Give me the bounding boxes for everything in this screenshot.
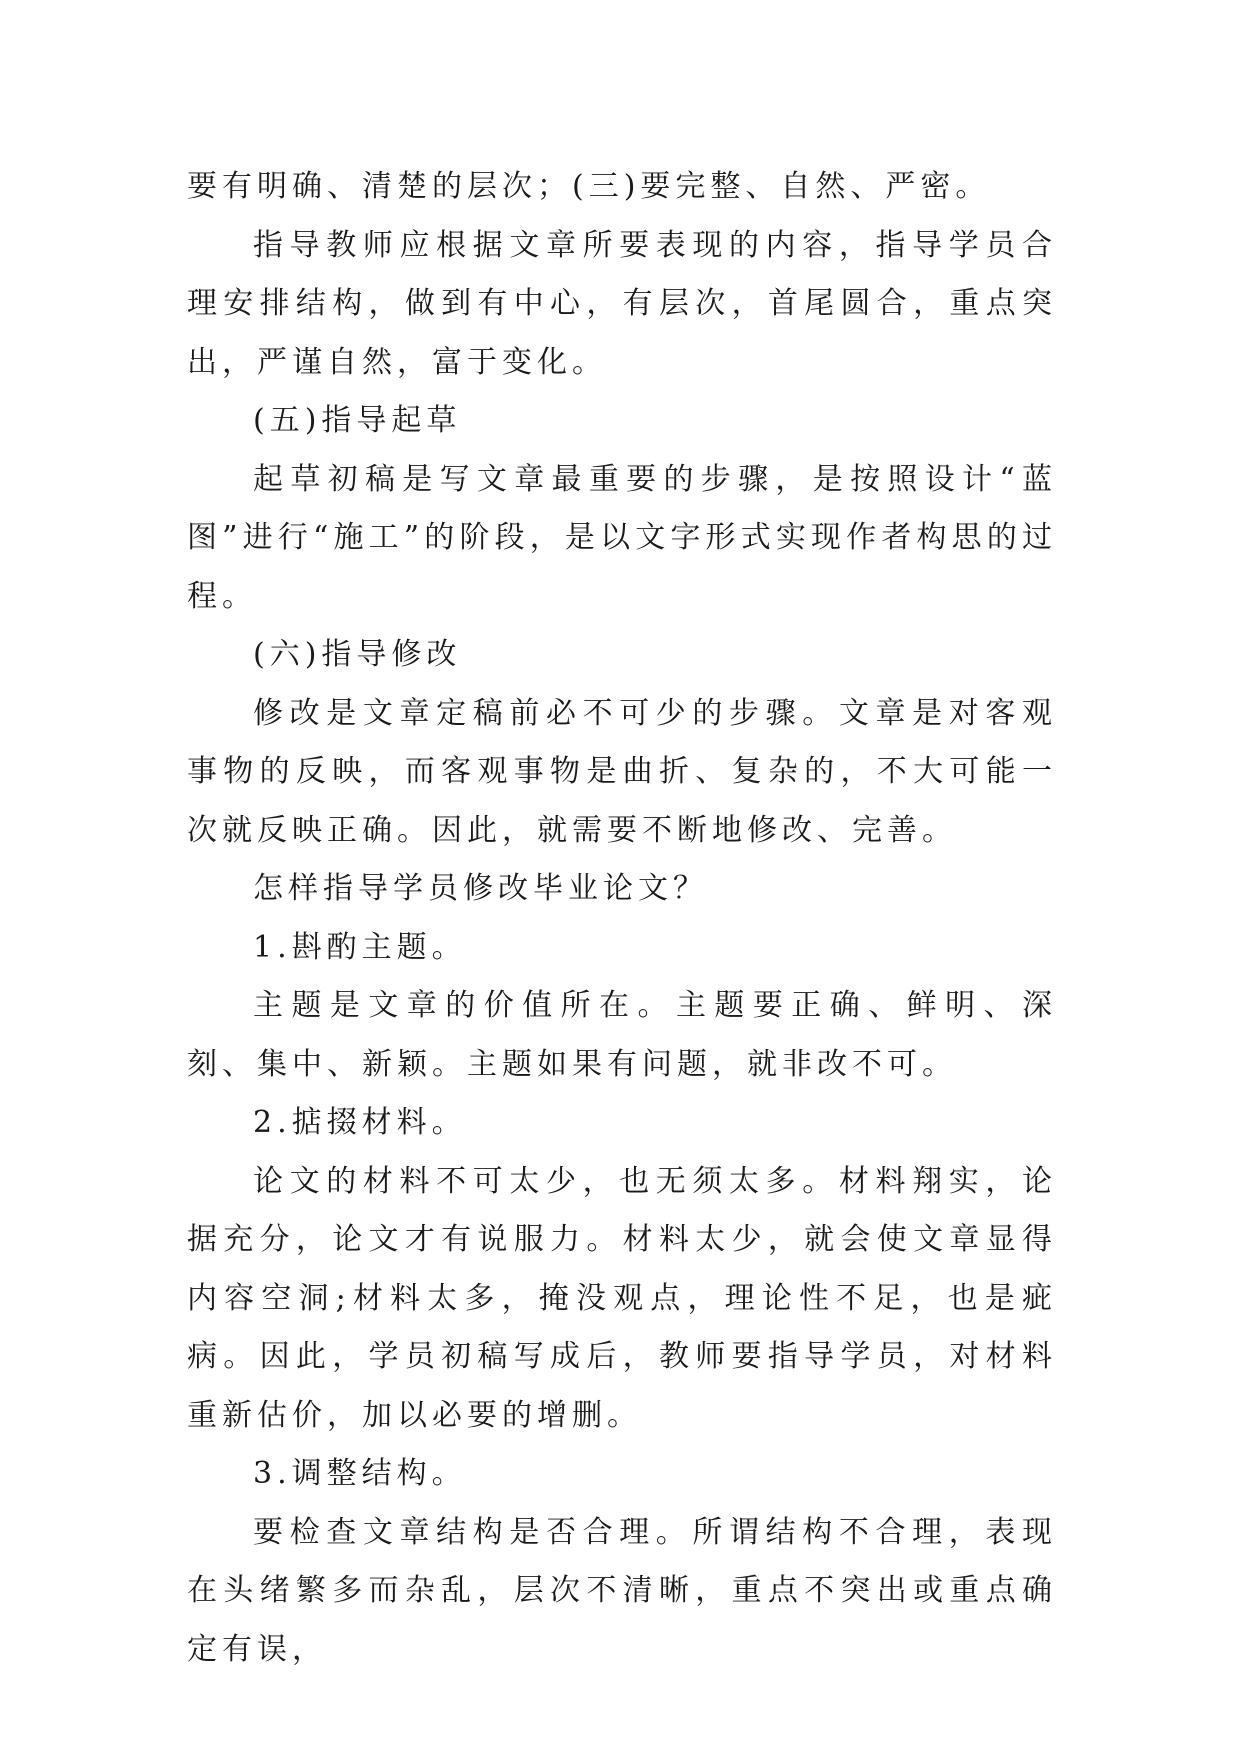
section-heading: (五)指导起草 bbox=[253, 403, 462, 438]
paragraph: 怎样指导学员修改毕业论文？ bbox=[253, 871, 708, 906]
paragraph: 指导教师应根据文章所要表现的内容，指导学员合理安排结构，做到有中心，有层次，首尾圆合，重点突出，严谨自然，富于变化。 bbox=[187, 227, 1057, 380]
paragraph: 论文的材料不可太少，也无须太多。材料翔实，论据充分，论文才有说服力。材料太少，就会使文章显得内容空洞;材料太多，掩没观点，理论性不足，也是疵病。因此，学员初稿写成后，教师要指导学员，对材料重新估价，加以必要的增删。 bbox=[187, 1163, 1057, 1433]
paragraph: 起草初稿是写文章最重要的步骤，是按照设计“蓝图”进行“施工”的阶段，是以文字形式实现作者构思的过程。 bbox=[187, 461, 1057, 614]
paragraph: 要有明确、清楚的层次；(三)要完整、自然、严密。 bbox=[187, 169, 991, 204]
list-item-heading: 2.掂掇材料。 bbox=[253, 1105, 467, 1140]
document-body bbox=[187, 158, 1057, 1679]
list-item-heading: 3.调整结构。 bbox=[253, 1456, 467, 1491]
paragraph: 主题是文章的价值所在。主题要正确、鲜明、深刻、集中、新颖。主题如果有问题，就非改不可。 bbox=[187, 988, 1057, 1082]
paragraph: 修改是文章定稿前必不可少的步骤。文章是对客观事物的反映，而客观事物是曲折、复杂的，不大可能一次就反映正确。因此，就需要不断地修改、完善。 bbox=[187, 695, 1057, 848]
list-item-heading: 1.斟酌主题。 bbox=[253, 929, 467, 965]
section-heading: (六)指导修改 bbox=[253, 637, 462, 672]
paragraph: 要检查文章结构是否合理。所谓结构不合理，表现在头绪繁多而杂乱，层次不清晰，重点不突出或重点确定有误， bbox=[187, 1514, 1057, 1667]
